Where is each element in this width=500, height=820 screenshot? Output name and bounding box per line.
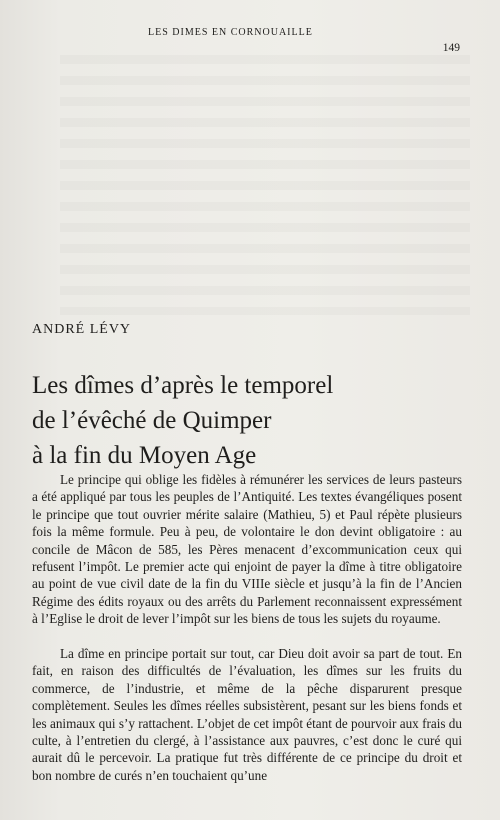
title-line-1: Les dîmes d’après le temporel — [32, 372, 334, 399]
page-number: 149 — [442, 42, 460, 54]
body-paragraph-2: La dîme en principe portait sur tout, car Dieu doit avoir sa part de tout. En fait, en raison des difficultés de l’évaluation, les dîmes sur les fruits du commerce, de l’industrie, et même de la pêche disparurent presque complètement. Seules les dîmes réelles subsistèrent, pesant sur les biens fonds et les animaux qui s’y rattachent. L’objet de cet impôt étant de pourvoir aux frais du culte, à l’entretien du clergé, à l’assistance aux pauvres, c’est donc le curé qui aurait dû le percevoir. La pratique fut très différente de ce principe du droit et bon nombre de curés n’en touchaient qu’une — [32, 646, 462, 783]
show-through-texture — [60, 55, 470, 315]
title-line-3: à la fin du Moyen Age — [32, 442, 257, 469]
body-paragraph-1: Le principe qui oblige les fidèles à rémunérer les services de leurs pasteurs a été appliqué par tous les peuples de l’Antiquité. Les textes évangéliques posent le principe que tout ouvrier mérite salaire (Mathieu, 5) et Paul répète plusieurs fois la même formule. Peu à peu, de volontaire le don devint obligatoire : au concile de Mâcon de 585, les Pères menacent d’excommunication ceux qui refusent l’impôt. Le premier acte qui enjoint de payer la dîme à titre obligatoire au point de vue civil date de la fin du VIIIe siècle et jusqu’à la fin de l’Ancien Régime des édits royaux ou des arrêts du Parlement reconnaissent expressément à l’Eglise le droit de lever l’impôt sur les biens de tous les sujets du royaume. — [32, 472, 462, 627]
article-author: ANDRÉ LÉVY — [32, 322, 132, 337]
running-head: LES DIMES EN CORNOUAILLE — [148, 27, 313, 38]
article-title — [32, 368, 333, 473]
title-line-2: de l’évêché de Quimper — [32, 407, 272, 434]
